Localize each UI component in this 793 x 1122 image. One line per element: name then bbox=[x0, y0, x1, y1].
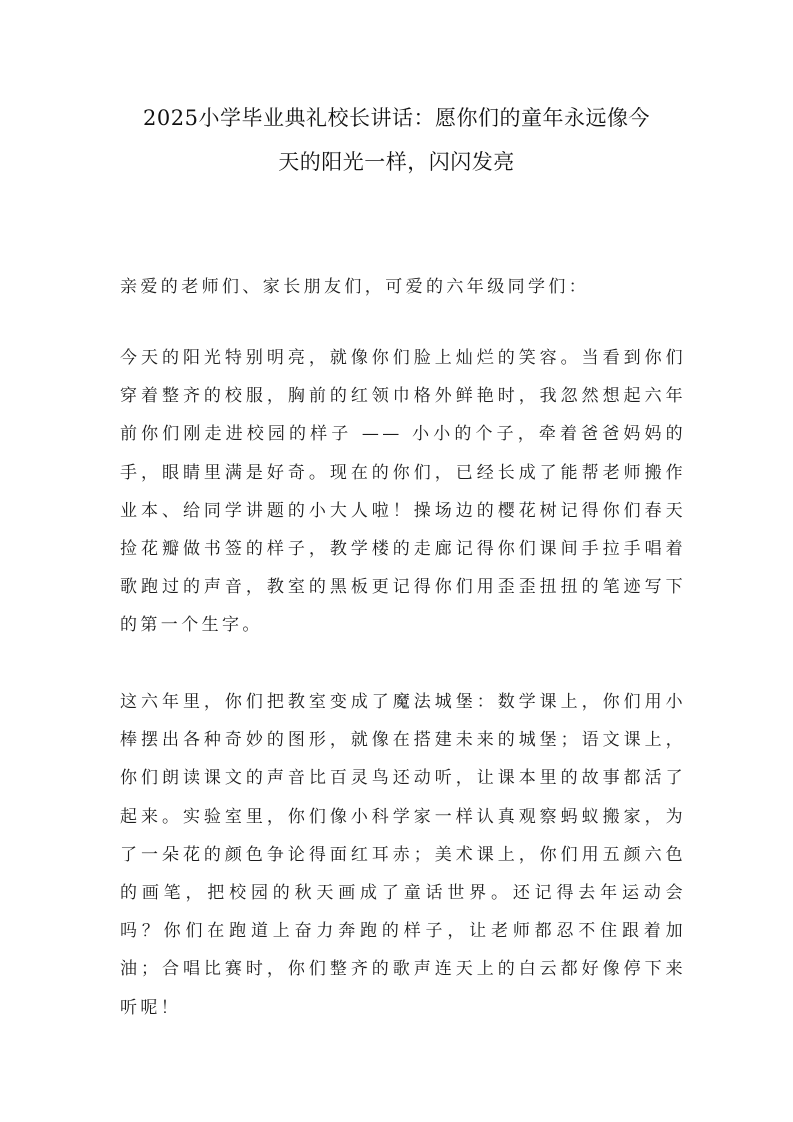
document-title bbox=[100, 96, 693, 184]
body-paragraph: 这六年里，你们把教室变成了魔法城堡：数学课上，你们用小棒摆出各种奇妙的图形，就像在搭建未来的城堡；语文课上，你们朗读课文的声音比百灵鸟还动听，让课本里的故事都活了起来。实验室里，你们像小科学家一样认真观察蚂蚁搬家，为了一朵花的颜色争论得面红耳赤；美术课上，你们用五颜六色的画笔，把校园的秋天画成了童话世界。还记得去年运动会吗？你们在跑道上奋力奔跑的样子，让老师都忍不住跟着加油；合唱比赛时，你们整齐的歌声连天上的白云都好像停下来听呢！ bbox=[120, 692, 686, 1018]
title-line-2: 天的阳光一样，闪闪发亮 bbox=[278, 150, 515, 174]
greeting-paragraph: 亲爱的老师们、家长朋友们，可爱的六年级同学们： bbox=[120, 277, 590, 297]
title-line-1: 2025小学毕业典礼校长讲话：愿你们的童年永远像今 bbox=[143, 106, 650, 130]
body-paragraph: 今天的阳光特别明亮，就像你们脸上灿烂的笑容。当看到你们穿着整齐的校服，胸前的红领巾格外鲜艳时，我忽然想起六年前你们刚走进校园的样子 —— 小小的个子，牵着爸爸妈妈的手，眼睛里满是好奇。现在的你们，已经长成了能帮老师搬作业本、给同学讲题的小大人啦！操场边的樱花树记得你们春天捡花瓣做书签的样子，教学楼的走廊记得你们课间手拉手唱着歌跑过的声音，教室的黑板更记得你们用歪歪扭扭的笔迹写下的第一个生字。 bbox=[120, 348, 686, 636]
